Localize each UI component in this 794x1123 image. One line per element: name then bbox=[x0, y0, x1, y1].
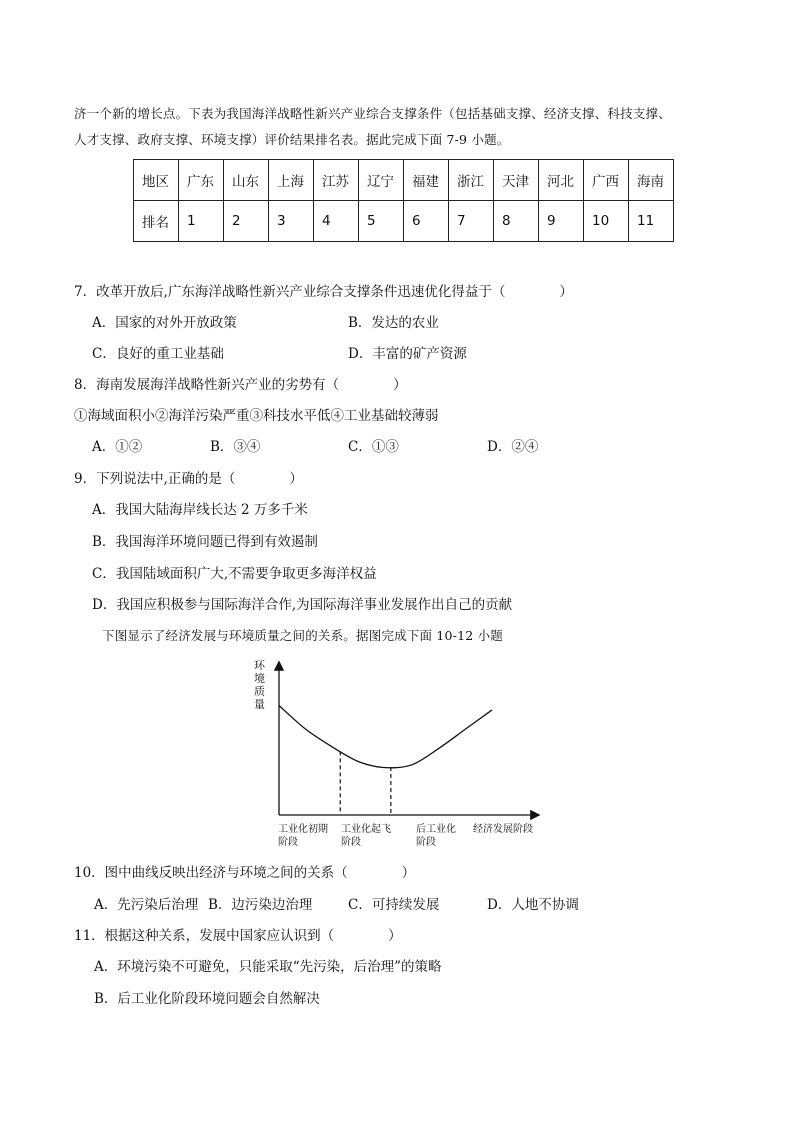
table-cell-region: 广东 bbox=[179, 160, 224, 201]
stage-label-takeoff: 工业化起飞 bbox=[341, 824, 391, 835]
chart-intro: 下图显示了经济发展与环境质量之间的关系。据图完成下面 10-12 小题 bbox=[102, 628, 503, 643]
table-cell-region: 上海 bbox=[269, 160, 314, 201]
q7-stem: 7．改革开放后,广东海洋战略性新兴产业综合支撑条件迅速优化得益于（ ） bbox=[74, 284, 573, 300]
q8-items: ①海域面积小②海洋污染严重③科技水平低④工业基础较薄弱 bbox=[74, 408, 439, 424]
y-axis-label bbox=[254, 659, 269, 711]
q9-option-c: C．我国陆域面积广大,不需要争取更多海洋权益 bbox=[92, 566, 377, 582]
table-cell-rank: 11 bbox=[629, 201, 674, 242]
q11-option-a: A．环境污染不可避免，只能采取“先污染，后治理”的策略 bbox=[94, 959, 442, 975]
table-cell-region: 海南 bbox=[629, 160, 674, 201]
table-cell-region: 辽宁 bbox=[359, 160, 404, 201]
q10-option-a: A．先污染后治理 bbox=[94, 897, 199, 913]
table-cell-rank: 5 bbox=[359, 201, 404, 242]
q7-option-d: D．丰富的矿产资源 bbox=[348, 346, 467, 362]
q8-option-d: D．②④ bbox=[487, 439, 539, 455]
stage-label-early: 工业化初期 bbox=[278, 824, 328, 835]
q11-option-b: B．后工业化阶段环境问题会自然解决 bbox=[94, 991, 320, 1007]
q9-option-d: D．我国应积极参与国际海洋合作,为国际海洋事业发展作出自己的贡献 bbox=[92, 597, 513, 613]
q11-stem: 11．根据这种关系，发展中国家应认识到（ ） bbox=[74, 928, 402, 944]
table-cell-rank: 7 bbox=[449, 201, 494, 242]
q9-option-b: B．我国海洋环境问题已得到有效遏制 bbox=[92, 534, 318, 550]
q9-option-a: A．我国大陆海岸线长达 2 万多千米 bbox=[92, 502, 308, 518]
table-cell-rank: 2 bbox=[224, 201, 269, 242]
y-axis-label-char: 境 bbox=[254, 672, 265, 685]
table-cell-region: 江苏 bbox=[314, 160, 359, 201]
table-cell-rank: 6 bbox=[404, 201, 449, 242]
q10-option-c: C．可持续发展 bbox=[348, 897, 440, 913]
table-cell-rank: 4 bbox=[314, 201, 359, 242]
stage-label-takeoff-2: 阶段 bbox=[341, 837, 361, 848]
table-cell-region: 山东 bbox=[224, 160, 269, 201]
q10-stem: 10．图中曲线反映出经济与环境之间的关系（ ） bbox=[74, 865, 416, 881]
stage-label-early-2: 阶段 bbox=[278, 837, 298, 848]
intro-line-2: 人才支撑、政府支撑、环境支撑）评价结果排名表。据此完成下面 7-9 小题。 bbox=[74, 132, 510, 147]
q9-stem: 9．下列说法中,正确的是（ ） bbox=[74, 471, 303, 487]
y-axis-label-char: 环 bbox=[254, 659, 265, 672]
table-cell-region: 广西 bbox=[584, 160, 629, 201]
q7-option-a: A．国家的对外开放政策 bbox=[92, 315, 237, 331]
q8-option-c: C．①③ bbox=[348, 439, 399, 455]
table-cell-rank: 8 bbox=[494, 201, 539, 242]
ranking-table bbox=[133, 159, 674, 242]
table-cell-rank: 3 bbox=[269, 201, 314, 242]
q10-option-d: D．人地不协调 bbox=[487, 897, 579, 913]
table-row-region bbox=[134, 160, 674, 201]
y-axis-label-char: 质 bbox=[254, 685, 265, 698]
table-header-region: 地区 bbox=[134, 160, 179, 201]
q8-option-b: B．③④ bbox=[210, 439, 261, 455]
x-axis-label: 经济发展阶段 bbox=[473, 824, 533, 835]
table-cell-rank: 1 bbox=[179, 201, 224, 242]
q8-stem: 8．海南发展海洋战略性新兴产业的劣势有（ ） bbox=[74, 377, 407, 393]
table-cell-rank: 9 bbox=[539, 201, 584, 242]
q10-option-b: B．边污染边治理 bbox=[208, 897, 313, 913]
stage-label-post: 后工业化 bbox=[416, 824, 456, 835]
q7-option-b: B．发达的农业 bbox=[348, 315, 439, 331]
q7-option-c: C．良好的重工业基础 bbox=[92, 346, 224, 362]
table-cell-region: 福建 bbox=[404, 160, 449, 201]
table-cell-region: 天津 bbox=[494, 160, 539, 201]
y-axis-label-char: 量 bbox=[254, 698, 265, 711]
q8-option-a: A．①② bbox=[92, 439, 143, 455]
environment-economy-chart bbox=[240, 655, 560, 855]
table-cell-region: 浙江 bbox=[449, 160, 494, 201]
table-row-rank bbox=[134, 201, 674, 242]
table-header-rank: 排名 bbox=[134, 201, 179, 242]
table-cell-rank: 10 bbox=[584, 201, 629, 242]
curve-line bbox=[279, 705, 492, 767]
table-cell-region: 河北 bbox=[539, 160, 584, 201]
intro-line-1: 济一个新的增长点。下表为我国海洋战略性新兴产业综合支撑条件（包括基础支撑、经济支撑、科技支撑、 bbox=[74, 106, 671, 121]
stage-label-post-2: 阶段 bbox=[416, 837, 436, 848]
